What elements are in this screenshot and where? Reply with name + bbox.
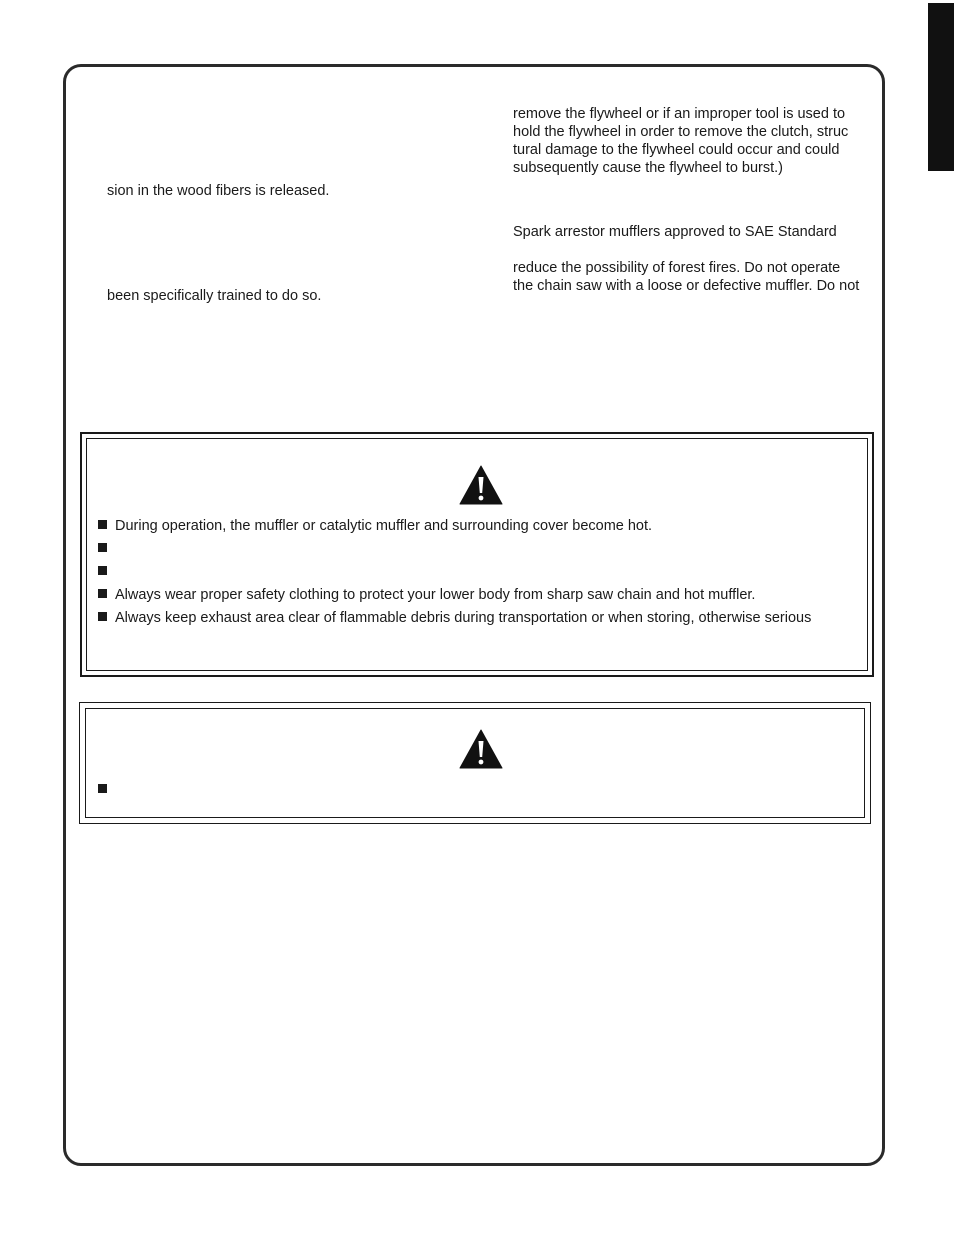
bullet-square-icon: [98, 784, 107, 793]
warning-bullet-item: [98, 563, 115, 581]
warning-triangle-icon: [459, 465, 503, 505]
bullet-square-icon: [98, 566, 107, 575]
caution-bullet-item: [98, 781, 115, 799]
warning-bullet-item: [98, 517, 652, 535]
warning-bullet-item: [98, 586, 755, 604]
section-tab: [928, 3, 954, 171]
bullet-square-icon: [98, 543, 107, 552]
left-text-line: sion in the wood fibers is released.: [107, 183, 330, 199]
right-text-line: subsequently cause the flywheel to burst.): [513, 160, 784, 176]
right-text-line: reduce the possibility of forest fires. Do not operate: [513, 260, 841, 276]
right-text-line: Spark arrestor mufflers approved to SAE Standard: [513, 224, 837, 240]
warning-triangle-icon: [459, 729, 503, 769]
right-text-line: tural damage to the flywheel could occur and could: [513, 142, 840, 158]
right-text-line: remove the flywheel or if an improper tool is used to: [513, 106, 846, 122]
bullet-square-icon: [98, 589, 107, 598]
bullet-text: Always wear proper safety clothing to protect your lower body from sharp saw chain and hot muffler.: [115, 587, 756, 603]
warning-bullet-item: [98, 609, 811, 627]
bullet-square-icon: [98, 612, 107, 621]
bullet-text: Always keep exhaust area clear of flammable debris during transportation or when storing, otherwise serious: [115, 610, 812, 626]
bullet-text: During operation, the muffler or catalytic muffler and surrounding cover become hot.: [115, 518, 653, 534]
bullet-square-icon: [98, 520, 107, 529]
right-text-line: hold the flywheel in order to remove the clutch, struc: [513, 124, 849, 140]
left-text-line: been specifically trained to do so.: [107, 288, 322, 304]
warning-bullet-item: [98, 540, 115, 558]
right-text-line: the chain saw with a loose or defective muffler. Do not: [513, 278, 860, 294]
